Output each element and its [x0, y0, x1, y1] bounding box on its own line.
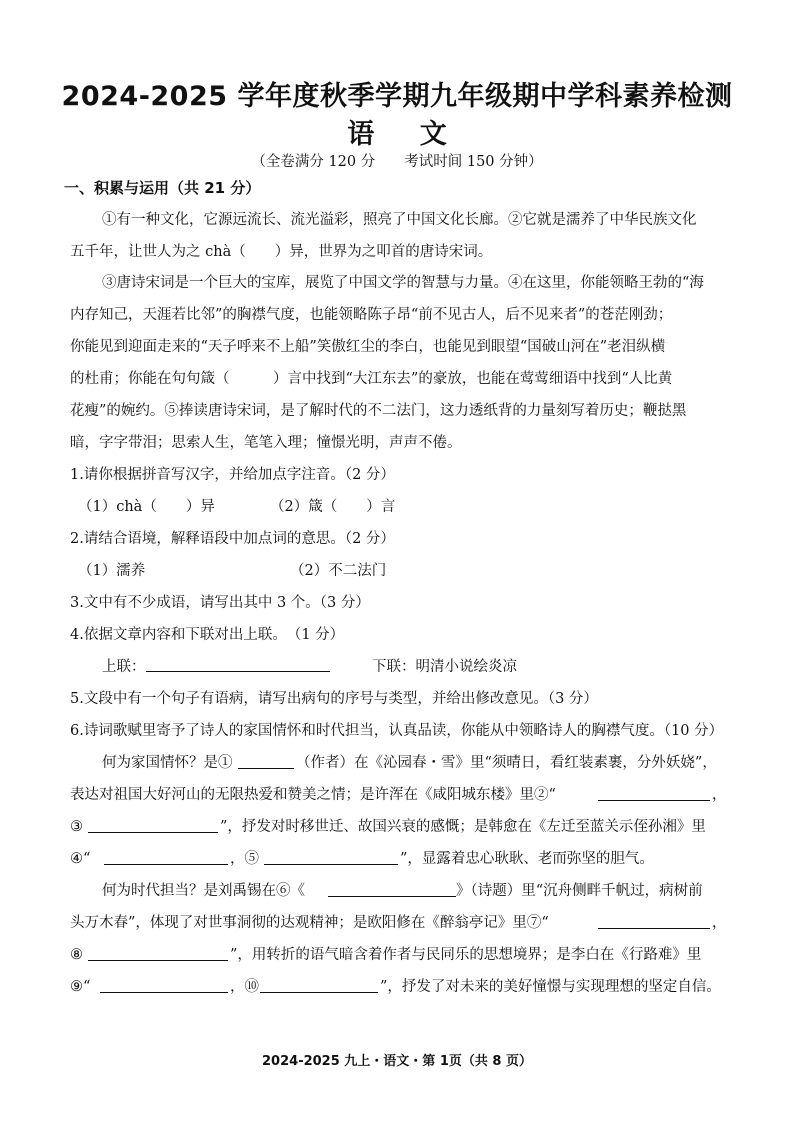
q6-text: 表达对祖国大好河山的无限热爱和赞美之情；是许浑在《咸阳城东楼》里②“	[70, 787, 556, 803]
question-3: 3.文中有不少成语，请写出其中 3 个。（3 分）	[70, 595, 370, 611]
q6-text: 何为时代担当？是刘禹锡在⑥《	[102, 883, 305, 899]
q1-item-1: （1）chà（ ）异	[78, 499, 215, 515]
q6-blank-1[interactable]	[238, 768, 294, 769]
q6-blank-9[interactable]	[100, 992, 228, 993]
q2-item-1: （1）濡养	[78, 563, 146, 579]
subject-title: 语 文	[347, 119, 465, 150]
q6-text: ”，抒发对时移世迁、故国兴衰的感慨；是韩愈在《左迁至蓝关示侄孙湘》里	[220, 819, 706, 835]
question-2: 2.请结合语境，解释语段中加点词的意思。（2 分）	[70, 531, 395, 547]
q6-text: ⑨“	[70, 979, 91, 995]
passage-line: 的杜甫；你能在句句箴（ ）言中找到“大江东去”的豪放，也能在莺莺细语中找到“人比黄	[70, 371, 673, 387]
q6-blank-6[interactable]	[328, 896, 456, 897]
q4-lower: 下联：明清小说绘炎凉	[372, 659, 517, 675]
q6-blank-8[interactable]	[88, 960, 228, 961]
q6-text: ④“	[70, 851, 91, 867]
q6-blank-7[interactable]	[598, 928, 710, 929]
passage-line: ③唐诗宋词是一个巨大的宝库，展览了中国文学的智慧与力量。④在这里，你能领略王勃的“海	[102, 275, 704, 291]
q6-text: ”，显露着忠心耿耿、老而弥坚的胆气。	[400, 851, 654, 867]
q6-text: ⑧	[70, 947, 83, 963]
q6-blank-10[interactable]	[260, 992, 378, 993]
q6-text: ，⑩	[230, 979, 259, 995]
q6-text: ”，用转折的语气暗含着作者与民同乐的思想境界；是李白在《行路难》里	[230, 947, 702, 963]
q6-text: ”，抒发了对未来的美好憧憬与实现理想的坚定自信。	[380, 979, 721, 995]
q6-text: （作者）在《沁园春・雪》里“须晴日，看红装素裹，分外妖娆”，	[296, 755, 717, 771]
passage-line: ①有一种文化，它源远流长、流光溢彩，照亮了中国文化长廊。②它就是濡养了中华民族文化	[102, 212, 697, 228]
passage-line: 五千年，让世人为之 chà（ ）异，世界为之叩首的唐诗宋词。	[70, 244, 493, 260]
question-4: 4.依据文章内容和下联对出上联。 （1 分）	[70, 627, 345, 643]
page-footer: 2024-2025 九上・语文・第 1页（共 8 页）	[262, 1054, 532, 1069]
passage-line: 暗，字字带泪；思索人生，笔笔入理；憧憬光明，声声不倦。	[70, 435, 462, 451]
question-1: 1.请你根据拼音写汉字，并给加点字注音。（2 分）	[70, 467, 395, 483]
q4-upper-label: 上联：	[102, 659, 146, 675]
exam-title: 2024-2025 学年度秋季学期九年级期中学科素养检测	[61, 81, 733, 112]
q6-text: ③	[70, 819, 83, 835]
q1-item-2: （2）箴（ ）言	[270, 499, 396, 515]
q6-text: ，	[712, 915, 727, 931]
question-6: 6.诗词歌赋里寄予了诗人的家国情怀和时代担当，认真品读，你能从中领略诗人的胸襟气度。（10 分）	[70, 723, 724, 739]
q6-text: 》（诗题）里“沉舟侧畔千帆过，病树前	[456, 883, 703, 899]
q2-item-2: （2）不二法门	[290, 563, 387, 579]
exam-info: （全卷满分 120 分 考试时间 150 分钟）	[251, 154, 543, 170]
q6-text: 头万木春”，体现了对世事洞彻的达观精神；是欧阳修在《醉翁亭记》里⑦“	[70, 915, 549, 931]
passage-line: 你能见到迎面走来的“天子呼来不上船”笑傲红尘的李白，也能见到眼望“国破山河在”老泪纵横	[70, 339, 666, 355]
q6-text: 何为家国情怀？是①	[102, 755, 233, 771]
q6-blank-5[interactable]	[264, 864, 398, 865]
q4-upper-blank[interactable]	[146, 671, 330, 672]
q6-text: ，	[712, 787, 727, 803]
passage-line: 花瘦”的婉约。⑤捧读唐诗宋词，是了解时代的不二法门，这力透纸背的力量刻写着历史；鞭挞黑	[70, 403, 687, 419]
q6-blank-2[interactable]	[598, 800, 710, 801]
question-5: 5.文段中有一个句子有语病，请写出病句的序号与类型，并给出修改意见。（3 分）	[70, 691, 598, 707]
q6-text: ，⑤	[230, 851, 259, 867]
q6-blank-3[interactable]	[88, 832, 218, 833]
section-heading: 一、积累与运用（共 21 分）	[64, 179, 261, 197]
q6-blank-4[interactable]	[104, 864, 228, 865]
passage-line: 内存知己，天涯若比邻”的胸襟气度，也能领略陈子昂“前不见古人，后不见来者”的苍茫刚劲；	[70, 307, 673, 323]
